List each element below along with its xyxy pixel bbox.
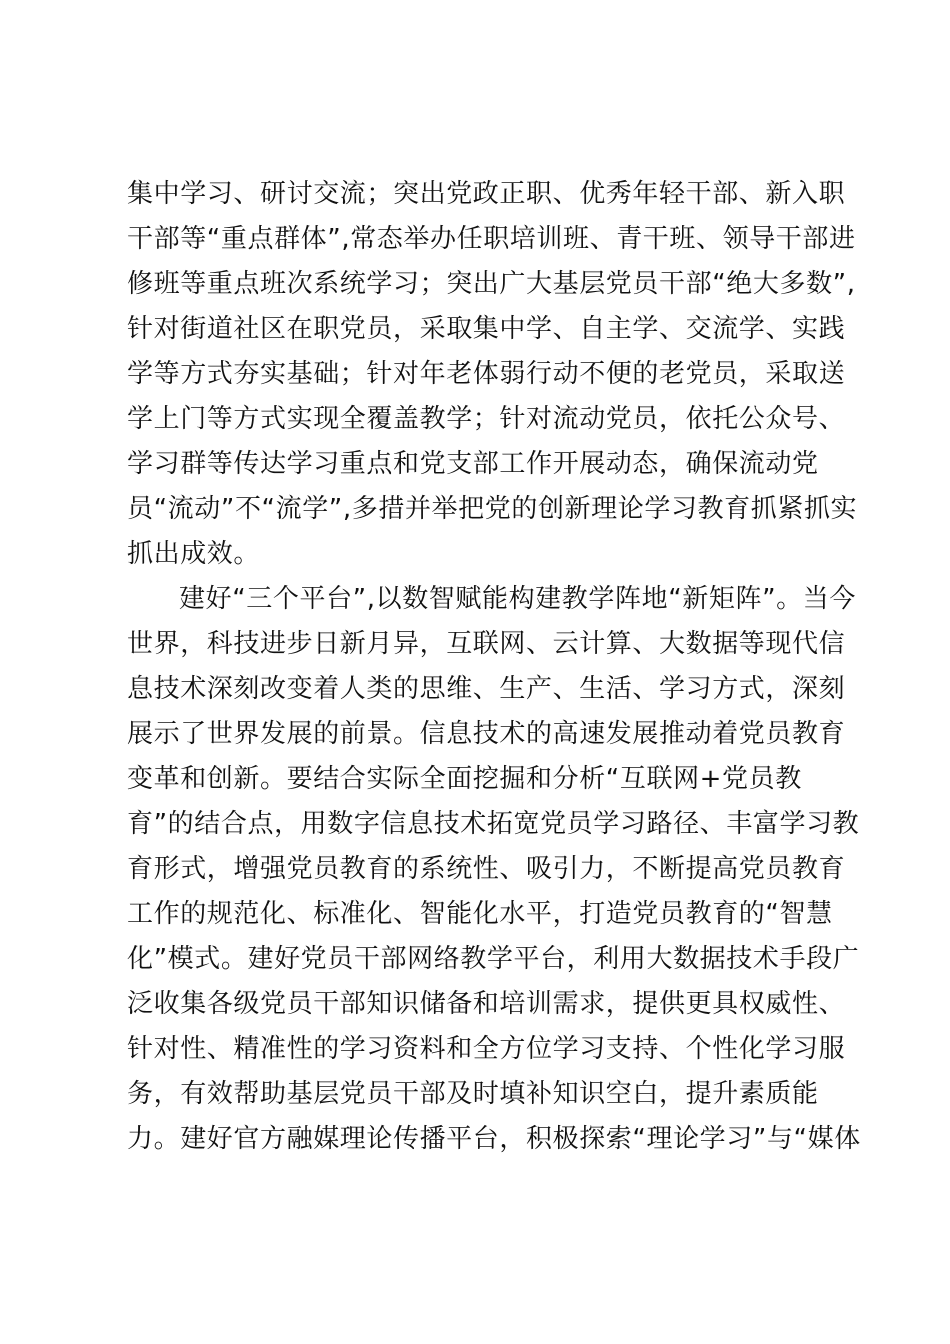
text-line: 育形式，增强党员教育的系统性、吸引力，不断提高党员教育 xyxy=(127,854,846,884)
text-line: 育”的结合点，用数字信息技术拓宽党员学习路径、丰富学习教 xyxy=(127,809,860,839)
text-line: 针对性、精准性的学习资料和全方位学习支持、个性化学习服 xyxy=(127,1034,846,1064)
paragraph-1 xyxy=(127,172,858,577)
text-line: 工作的规范化、标准化、智能化水平，打造党员教育的“智慧 xyxy=(127,899,833,929)
text-line: 干部等“重点群体”,常态举办任职培训班、青干班、领导干部进 xyxy=(127,224,856,254)
text-line: 学习群等传达学习重点和党支部工作开展动态，确保流动党 xyxy=(127,449,819,479)
text-line: 针对街道社区在职党员，采取集中学、自主学、交流学、实践 xyxy=(127,314,846,344)
text-line: 力。建好官方融媒理论传播平台，积极探索“理论学习”与“媒体 xyxy=(127,1124,861,1154)
text-line: 化”模式。建好党员干部网络教学平台，利用大数据技术手段广 xyxy=(127,944,860,974)
text-line: 变革和创新。要结合实际全面挖掘和分析“互联网+党员教 xyxy=(127,764,802,794)
text-line: 息技术深刻改变着人类的思维、生产、生活、学习方式，深刻 xyxy=(127,674,846,704)
text-line: 务，有效帮助基层党员干部及时填补知识空白，提升素质能 xyxy=(127,1079,819,1109)
text-line: 建好“三个平台”,以数智赋能构建教学阵地“新矩阵”。当今 xyxy=(179,584,856,614)
text-line: 世界，科技进步日新月异，互联网、云计算、大数据等现代信 xyxy=(127,629,846,659)
text-line: 抓出成效。 xyxy=(127,539,261,569)
text-line: 泛收集各级党员干部知识储备和培训需求，提供更具权威性、 xyxy=(127,989,846,1019)
text-line: 学等方式夯实基础；针对年老体弱行动不便的老党员，采取送 xyxy=(127,359,846,389)
document-body xyxy=(127,172,861,1162)
text-line: 修班等重点班次系统学习；突出广大基层党员干部“绝大多数”, xyxy=(127,269,856,299)
text-line: 员“流动”不“流学”,多措并举把党的创新理论学习教育抓紧抓实 xyxy=(127,494,858,524)
text-line: 学上门等方式实现全覆盖教学；针对流动党员，依托公众号、 xyxy=(127,404,846,434)
text-line: 集中学习、研讨交流；突出党政正职、优秀年轻干部、新入职 xyxy=(127,179,846,209)
paragraph-2 xyxy=(127,577,861,1162)
text-line: 展示了世界发展的前景。信息技术的高速发展推动着党员教育 xyxy=(127,719,846,749)
